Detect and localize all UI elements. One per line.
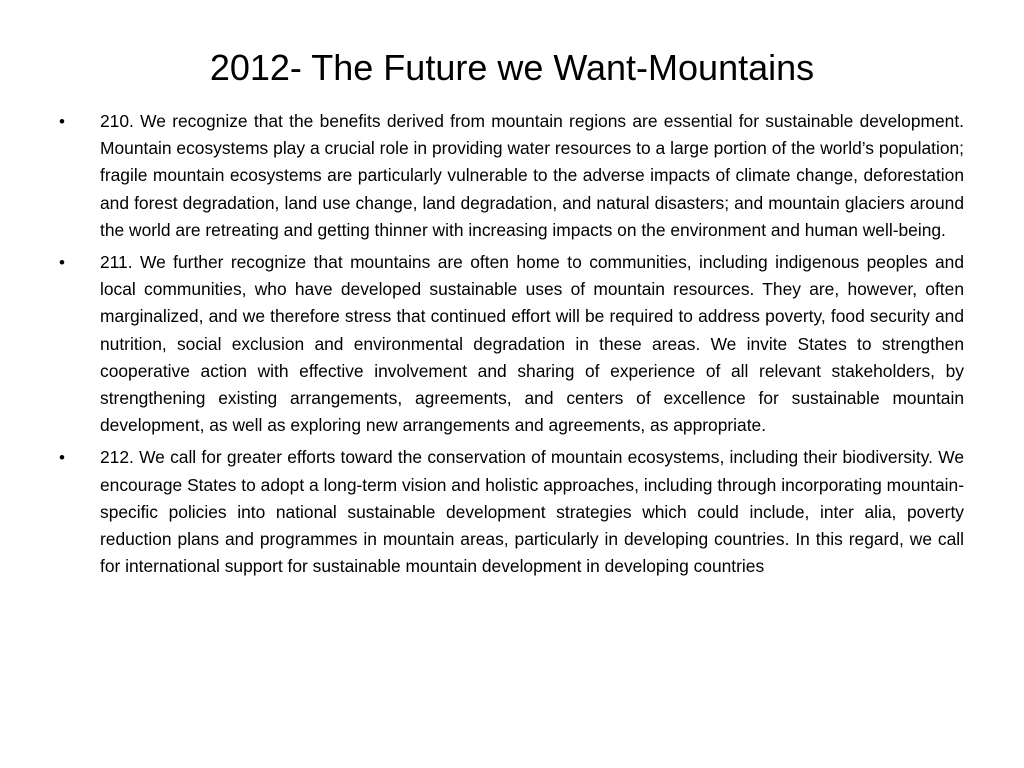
- bullet-icon: •: [59, 112, 65, 131]
- slide-title: 2012- The Future we Want-Mountains: [209, 47, 815, 88]
- bullet-item-211: [56, 249, 964, 439]
- paragraph-211-text: 211. We further recognize that mountains are often home to communities, including indigenous peoples and local communities, who have developed sustainable uses of mountain resources. They are, however, often marginalized, and we therefore stress that continued effort will be required to address poverty, food security and nutrition, social exclusion and environmental degradation in these areas. We invite States to strengthen cooperative action with effective involvement and sharing of experience of all relevant stakeholders, by strengthening existing arrangements, agreements, and centers of excellence for sustainable mountain development, as well as exploring new arrangements and agreements, as appropriate.: [100, 252, 964, 436]
- bullet-icon: •: [59, 253, 65, 273]
- bullet-icon: •: [59, 448, 65, 468]
- bullet-item-210: [56, 108, 964, 244]
- paragraph-212-text: 212. We call for greater efforts toward the conservation of mountain ecosystems, including their biodiversity. We encourage States to adopt a long-term vision and holistic approaches, including through incorporating mountain-specific policies into national sustainable development strategies which could include, inter alia, poverty reduction plans and programmes in mountain areas, particularly in developing countries. In this regard, we call for international support for sustainable mountain development in developing countries: [100, 447, 964, 577]
- bullet-list: [56, 108, 964, 585]
- bullet-item-212: [56, 444, 964, 580]
- paragraph-210-text: 210. We recognize that the benefits derived from mountain regions are essential for sustainable development. Mountain ecosystems play a crucial role in providing water resources to a large portion of the world’s population; fragile mountain ecosystems are particularly vulnerable to the adverse impacts of climate change, deforestation and forest degradation, land use change, land degradation, and natural disasters; and mountain glaciers around the world are retreating and getting thinner with increasing impacts on the environment and human well-being.: [100, 111, 964, 240]
